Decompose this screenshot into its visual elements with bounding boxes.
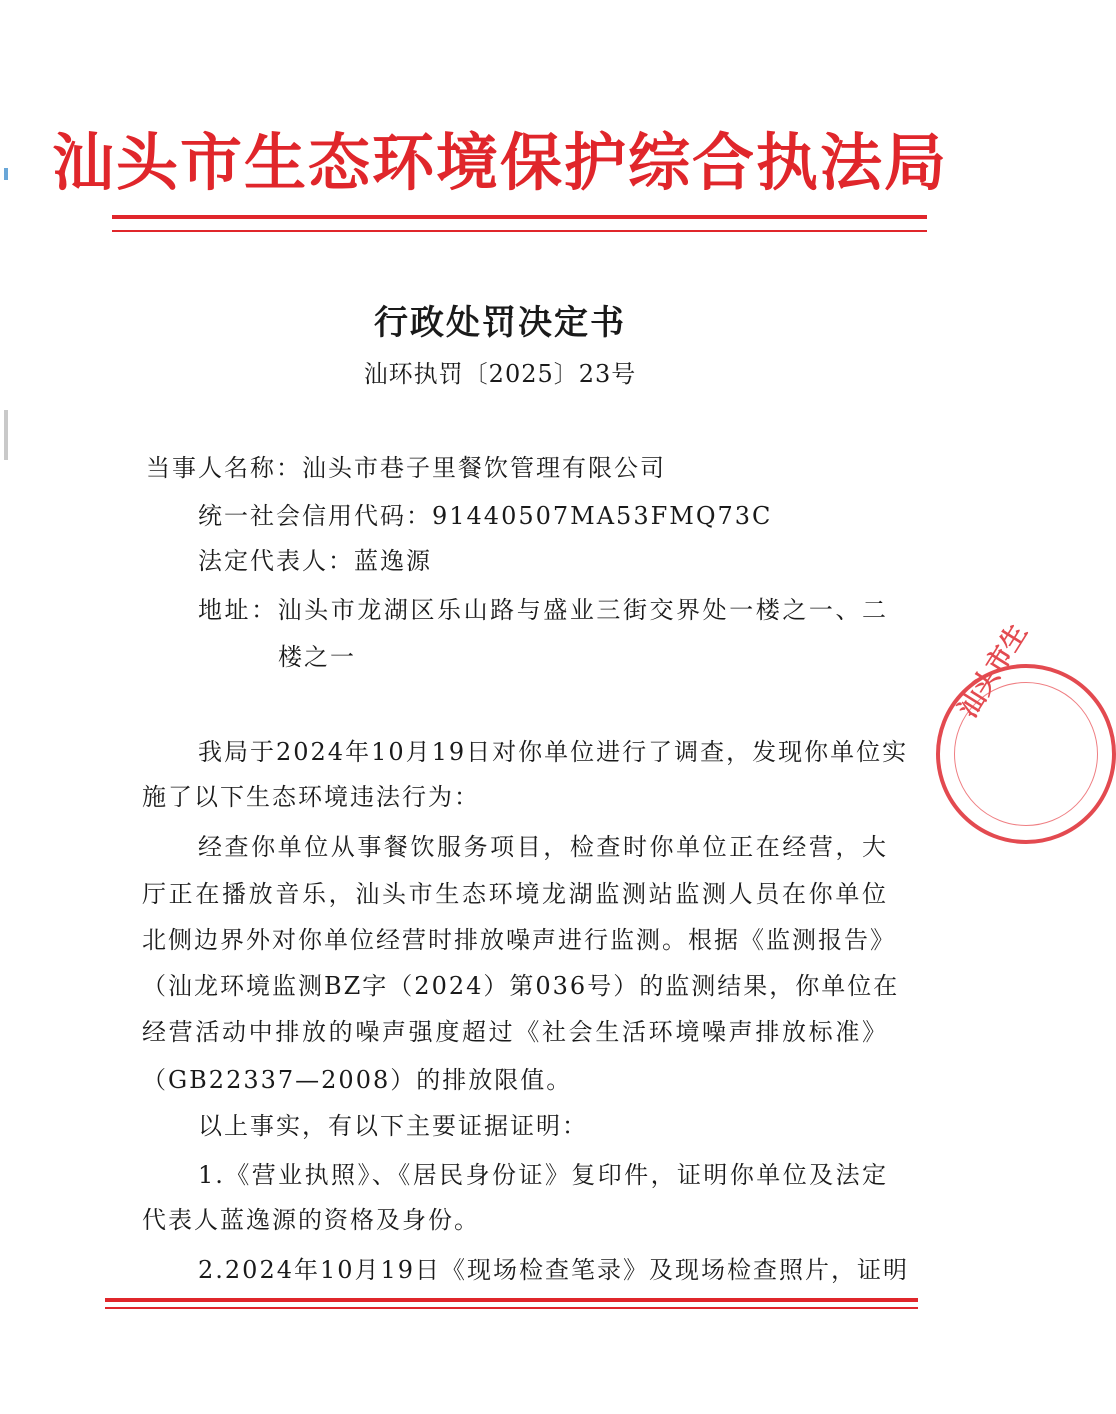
body-line: 我局于2024年10月19日对你单位进行了调查，发现你单位实 bbox=[198, 738, 909, 766]
body-line: （汕龙环境监测BZ字（2024）第036号）的监测结果，你单位在 bbox=[142, 972, 900, 1000]
footer-rule-thin bbox=[105, 1307, 918, 1309]
party-name: 当事人名称：汕头市巷子里餐饮管理有限公司 bbox=[146, 454, 666, 482]
scan-mark bbox=[4, 410, 8, 460]
body-line: 经查你单位从事餐饮服务项目，检查时你单位正在经营，大 bbox=[198, 833, 888, 861]
official-seal-text: 汕头市生 bbox=[953, 618, 1034, 724]
party-credit-code: 统一社会信用代码：91440507MA53FMQ73C bbox=[198, 502, 773, 530]
body-line: 2.2024年10月19日《现场检查笔录》及现场检查照片，证明 bbox=[198, 1256, 910, 1284]
body-line: 1.《营业执照》、《居民身份证》复印件，证明你单位及法定 bbox=[198, 1161, 888, 1189]
document-number: 汕环执罚〔2025〕23号 bbox=[363, 360, 637, 388]
body-line: 经营活动中排放的噪声强度超过《社会生活环境噪声排放标准》 bbox=[142, 1018, 888, 1046]
document-title: 行政处罚决定书 bbox=[374, 303, 626, 343]
agency-letterhead: 汕头市生态环境保护综合执法局 bbox=[51, 126, 948, 199]
body-line: 以上事实，有以下主要证据证明： bbox=[198, 1112, 588, 1140]
body-line: 北侧边界外对你单位经营时排放噪声进行监测。根据《监测报告》 bbox=[142, 926, 896, 954]
party-address-continued: 楼之一 bbox=[278, 643, 356, 671]
body-line: 厅正在播放音乐，汕头市生态环境龙湖监测站监测人员在你单位 bbox=[142, 880, 888, 908]
header-rule-thin bbox=[112, 230, 927, 232]
header-rule-thick bbox=[112, 215, 927, 219]
party-legal-representative: 法定代表人：蓝逸源 bbox=[198, 547, 432, 575]
party-address: 地址：汕头市龙湖区乐山路与盛业三街交界处一楼之一、二 bbox=[198, 596, 888, 624]
footer-rule-thick bbox=[105, 1298, 918, 1302]
body-line: 施了以下生态环境违法行为： bbox=[142, 783, 480, 811]
body-line: （GB22337—2008）的排放限值。 bbox=[142, 1066, 573, 1094]
body-line: 代表人蓝逸源的资格及身份。 bbox=[142, 1206, 480, 1234]
